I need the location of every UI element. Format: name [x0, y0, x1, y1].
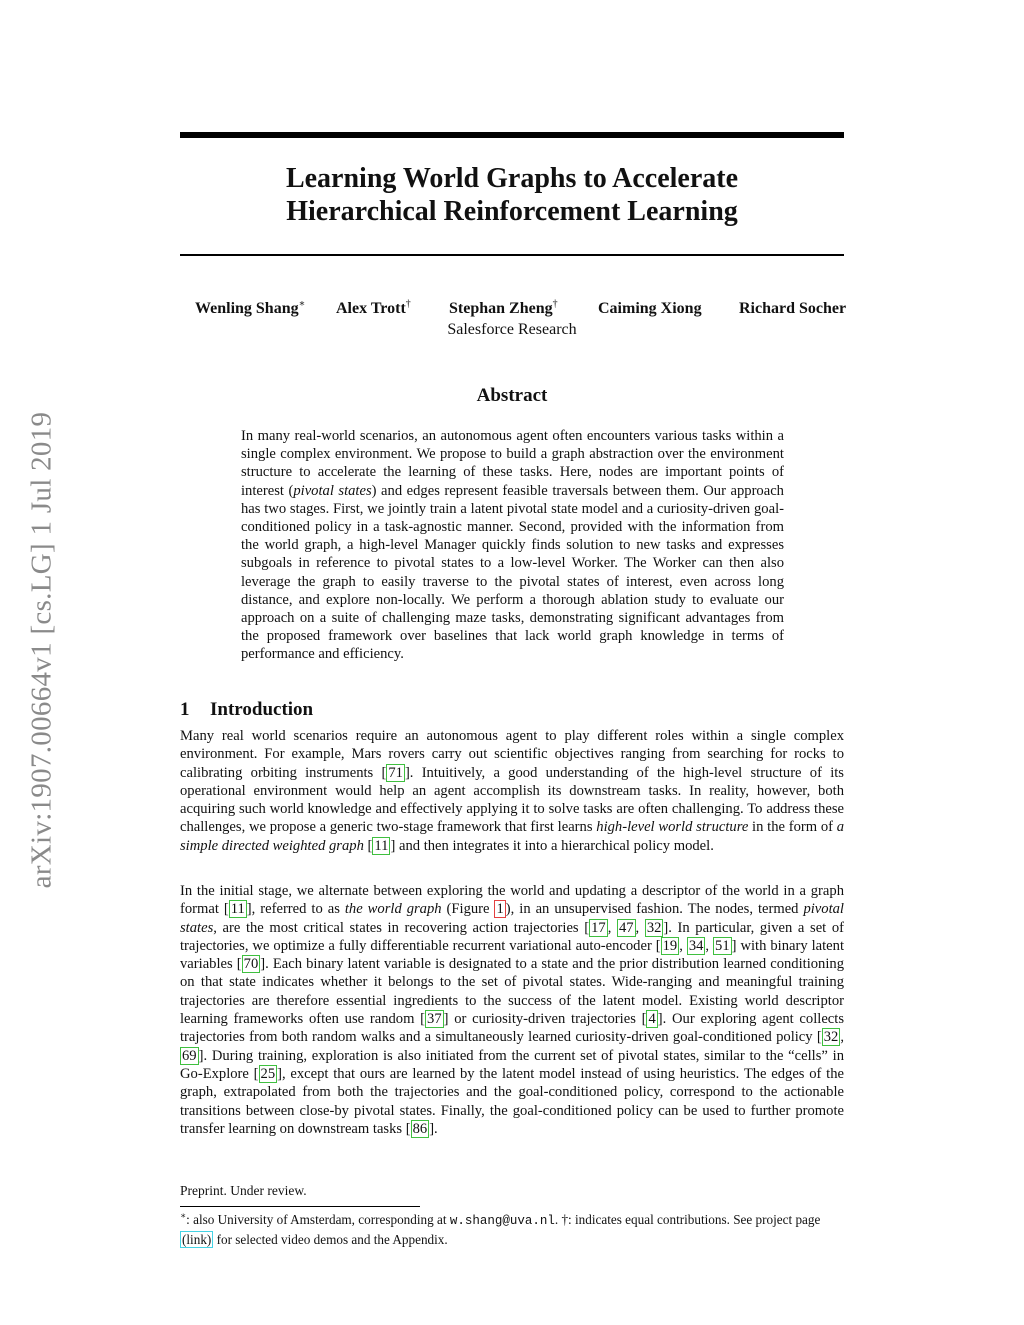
author: Wenling Shang∗ [195, 298, 306, 317]
citation-link[interactable]: 69 [182, 1047, 197, 1064]
citation-link[interactable]: 25 [260, 1065, 276, 1082]
section-heading: 1 Introduction [180, 699, 314, 720]
citation-link[interactable]: 70 [243, 956, 259, 973]
title-line-1: Learning World Graphs to Accelerate [285, 163, 739, 194]
citation-link[interactable]: 19 [662, 937, 678, 954]
author: Caiming Xiong [598, 300, 702, 317]
citation-link[interactable]: 71 [388, 764, 403, 781]
citation-link[interactable]: 32 [823, 1029, 839, 1046]
arxiv-sidebar [0, 360, 80, 940]
citation-link[interactable]: 37 [427, 1011, 442, 1028]
citation-link[interactable]: 86 [412, 1120, 428, 1137]
citation-link[interactable]: 32 [646, 919, 662, 936]
footnote-rule [180, 1206, 420, 1207]
title-bottom-rule [180, 254, 844, 256]
citation-link[interactable]: 11 [230, 901, 245, 918]
citation-link[interactable]: 34 [688, 937, 704, 954]
abstract-heading: Abstract [476, 385, 548, 406]
arxiv-identifier: arXiv:1907.00664v1 [cs.LG] 1 Jul 2019 [25, 411, 58, 889]
author: Stephan Zheng† [449, 298, 558, 317]
project-page-link[interactable]: (link) [182, 1231, 212, 1247]
author: Alex Trott† [336, 298, 411, 317]
footnote: ∗: also University of Amsterdam, corresponding at w.shang@uva.nl. †: indicates equal contributions. See project page (link) for selected video demos and the Appendix. [180, 1210, 821, 1247]
email-address: w.shang@uva.nl [449, 1214, 555, 1228]
paper-title [180, 162, 844, 228]
citation-link[interactable]: 11 [374, 837, 389, 854]
intro-paragraph-2: In the initial stage, we alternate between exploring the world and updating a descriptor of the world in a graph format [ 11 ], referred to as the world graph (Figure 1 ), in an unsupervised fashion. The nodes, termed pivotal states, are the most critical states in recovering action trajectories [ 17 , 47 , 32 ]. In particular, given a set of trajectories, we optimize a fully differentiable recurrent variational auto-encoder [ 19 , 34 , 51 ] with binary latent variables [ 70 ]. Each binary latent variable is designated to a state and the prior distribution learned conditioning on that state indicates whether it belongs to the set of pivotal states. Wide-ranging and meaningful training trajectories are therefore essential ingredients to the success of the latent model. Existing world descriptor learning frameworks often use random [ 37 ] or curiosity-driven trajectories [ 4 ]. Our exploring agent collects trajectories from both random walks and a simultaneously learned curiosity-driven goal-conditioned policy [ 32 , 69 ]. During training, exploration is also initiated from the current set of pivotal states, similar to the “cells” in Go-Explore [ 25 ], except that ours are learned by the latent model instead of using heuristics. The edges of the graph, extrapolated from both the trajectories and the goal-conditioned policy, correspond to the actionable transitions between close-by pivotal states. Finally, the goal-conditioned policy can be used to further promote transfer learning on downstream tasks [ 86 ]. [180, 883, 845, 1137]
citation-link[interactable]: 17 [591, 919, 606, 936]
figure-reference-link[interactable]: 1 [496, 901, 504, 918]
intro-paragraph-1: Many real world scenarios require an autonomous agent to play different roles within a single complex environment. For example, Mars rovers carry out scientific objectives ranging from searching for rocks to calibrating orbiting instruments [ 71 ]. Intuitively, a good understanding of the high-level structure of its operational environment would help an agent accomplish its downstream tasks. In reality, however, both acquiring such world knowledge and effectively applying it to solve tasks are often challenging. To address these challenges, we propose a generic two-stage framework that first learns high-level world structure in the form of a simple directed weighted graph [ 11 ] and then integrates it into a hierarchical policy model. [180, 728, 845, 854]
citation-link[interactable]: 51 [715, 937, 730, 954]
affiliation: Salesforce Research [447, 321, 577, 338]
author: Richard Socher [739, 300, 847, 317]
citation-link[interactable]: 4 [648, 1011, 656, 1028]
title-line-2: Hierarchical Reinforcement Learning [286, 196, 738, 227]
title-top-rule [180, 132, 844, 138]
citation-link[interactable]: 47 [618, 919, 634, 936]
abstract-body: In many real-world scenarios, an autonomous agent often encounters various tasks within a single complex environment. We propose to build a graph abstraction over the environment structure to accelerate the learning of these tasks. Here, nodes are important points of interest (pivotal states) and edges represent feasible traversals between them. Our approach has two stages. First, we jointly train a latent pivotal state model and a curiosity-driven goal-conditioned policy in a task-agnostic manner. Second, provided with the information from the world graph, a high-level Manager quickly finds solution to new tasks and expresses subgoals in reference to pivotal states to a low-level Worker. The Worker can then also leverage the graph to easily traverse to the pivotal states of interest, even across long distance, and explore non-locally. We perform a thorough ablation study to evaluate our approach on a suite of challenging maze tasks, demonstrating significant advantages from the proposed framework over baselines that lack world graph knowledge in terms of performance and efficiency. [241, 428, 784, 663]
preprint-note: Preprint. Under review. [180, 1183, 307, 1198]
